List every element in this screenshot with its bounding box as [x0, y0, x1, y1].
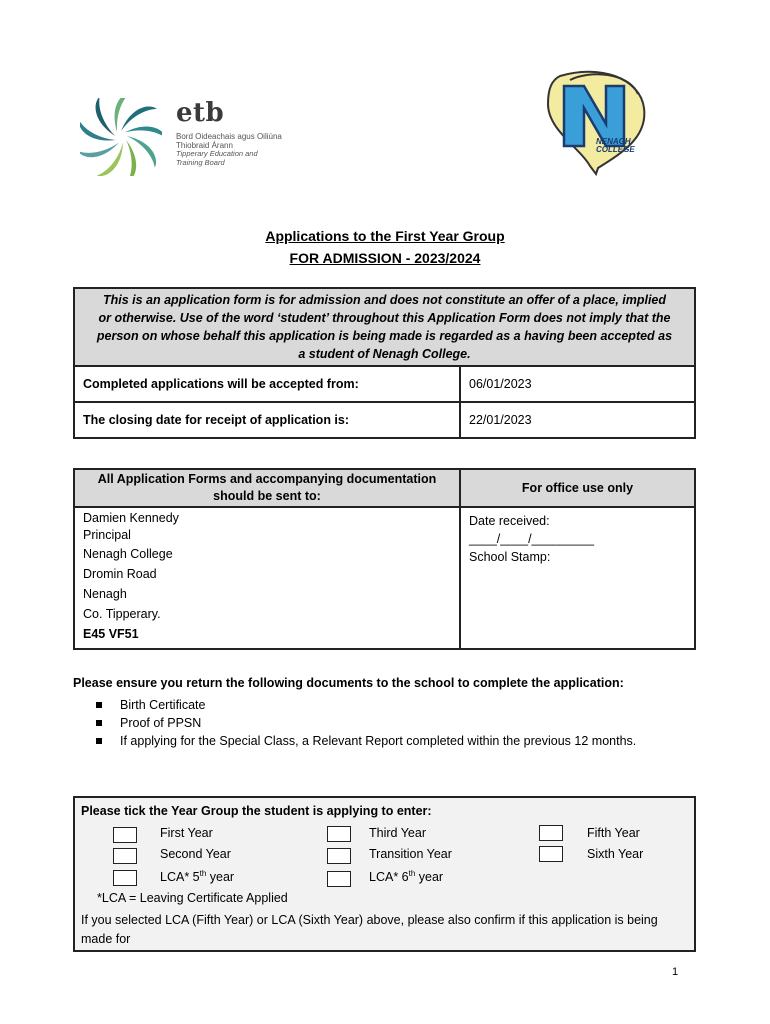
transition-year-label: Transition Year [369, 847, 452, 861]
first-year-label: First Year [160, 826, 213, 840]
lca-confirm-text: If you selected LCA (Fifth Year) or LCA (Sixth Year) above, please also confirm if this application is being made for [81, 913, 658, 946]
address-line: Co. Tipperary. [83, 607, 161, 621]
address-line: Dromin Road [83, 567, 157, 581]
etb-irish-name: Bord Oideachais agus Oiliúna Thiobraid Árann [176, 132, 282, 150]
year-group-section [73, 796, 696, 952]
documents-list [96, 696, 676, 750]
list-item [96, 696, 676, 714]
office-use-box [460, 507, 695, 649]
address-line: Nenagh College [83, 547, 173, 561]
send-to-table [73, 468, 696, 650]
page-number: 1 [672, 966, 679, 978]
date-received-label: Date received: [469, 514, 550, 528]
address-line: Principal [83, 528, 131, 542]
fifth-year-label: Fifth Year [587, 826, 640, 840]
admission-notice: This is an application form is for admission and does not constitute an offer of a place, implied or otherwise. Use of the word ‘student’ throughout this Application Form does not imply that the person on whose behalf this application is being made is regarded as a having been accepted as a student of Nenagh College. [74, 288, 695, 366]
nenagh-college-crest-icon [540, 68, 652, 178]
page-title [0, 225, 770, 269]
accepted-from-label: Completed applications will be accepted from: [74, 366, 460, 402]
lca-5th-year-label: LCA* 5th year [160, 869, 235, 885]
closing-date-value: 22/01/2023 [460, 402, 695, 438]
date-row-accepted [74, 366, 695, 402]
accepted-from-value: 06/01/2023 [460, 366, 695, 402]
bullet-icon [96, 720, 102, 726]
etb-swirl-icon [80, 98, 162, 176]
second-year-label: Second Year [160, 847, 231, 861]
third-year-label: Third Year [369, 826, 426, 840]
first-year-checkbox[interactable] [113, 827, 137, 843]
lca-6th-year-label: LCA* 6th year [369, 869, 444, 885]
document-item-label: Birth Certificate [120, 698, 206, 712]
documents-heading: Please ensure you return the following documents to the school to complete the application: [73, 676, 624, 690]
lca-5th-year-checkbox[interactable] [113, 870, 137, 886]
etb-logo [80, 96, 280, 176]
document-item-label: Proof of PPSN [120, 716, 202, 730]
send-to-heading: All Application Forms and accompanying documentation should be sent to: [74, 469, 460, 507]
address-line: Damien Kennedy [83, 511, 179, 525]
document-item-label: If applying for the Special Class, a Relevant Report completed within the previous 12 months. [120, 734, 637, 748]
nenagh-college-logo [540, 68, 652, 178]
bullet-icon [96, 738, 102, 744]
office-use-heading: For office use only [460, 469, 695, 507]
second-year-checkbox[interactable] [113, 848, 137, 864]
lca-6th-year-checkbox[interactable] [327, 871, 351, 887]
list-item [96, 732, 676, 750]
third-year-checkbox[interactable] [327, 826, 351, 842]
date-row-closing [74, 402, 695, 438]
lca-footnote: *LCA = Leaving Certificate Applied [97, 891, 288, 905]
eircode: E45 VF51 [83, 627, 139, 641]
title-line-1: Applications to the First Year Group [265, 228, 505, 244]
sixth-year-label: Sixth Year [587, 847, 644, 861]
transition-year-checkbox[interactable] [327, 848, 351, 864]
date-received-blank: ____/____/_________ [469, 532, 595, 546]
fifth-year-checkbox[interactable] [539, 825, 563, 841]
sixth-year-checkbox[interactable] [539, 846, 563, 862]
college-name: NENAGH COLLEGE [596, 137, 635, 154]
school-address [74, 507, 460, 649]
school-stamp-label: School Stamp: [469, 550, 551, 564]
etb-wordmark: etb [176, 98, 225, 128]
admission-info-table [73, 287, 696, 439]
address-line: Nenagh [83, 587, 127, 601]
list-item [96, 714, 676, 732]
bullet-icon [96, 702, 102, 708]
etb-english-name: Tipperary Education and Training Board [176, 149, 258, 167]
closing-date-label: The closing date for receipt of application is: [74, 402, 460, 438]
year-group-heading: Please tick the Year Group the student is applying to enter: [81, 804, 432, 818]
title-line-2: FOR ADMISSION - 2023/2024 [289, 250, 481, 266]
